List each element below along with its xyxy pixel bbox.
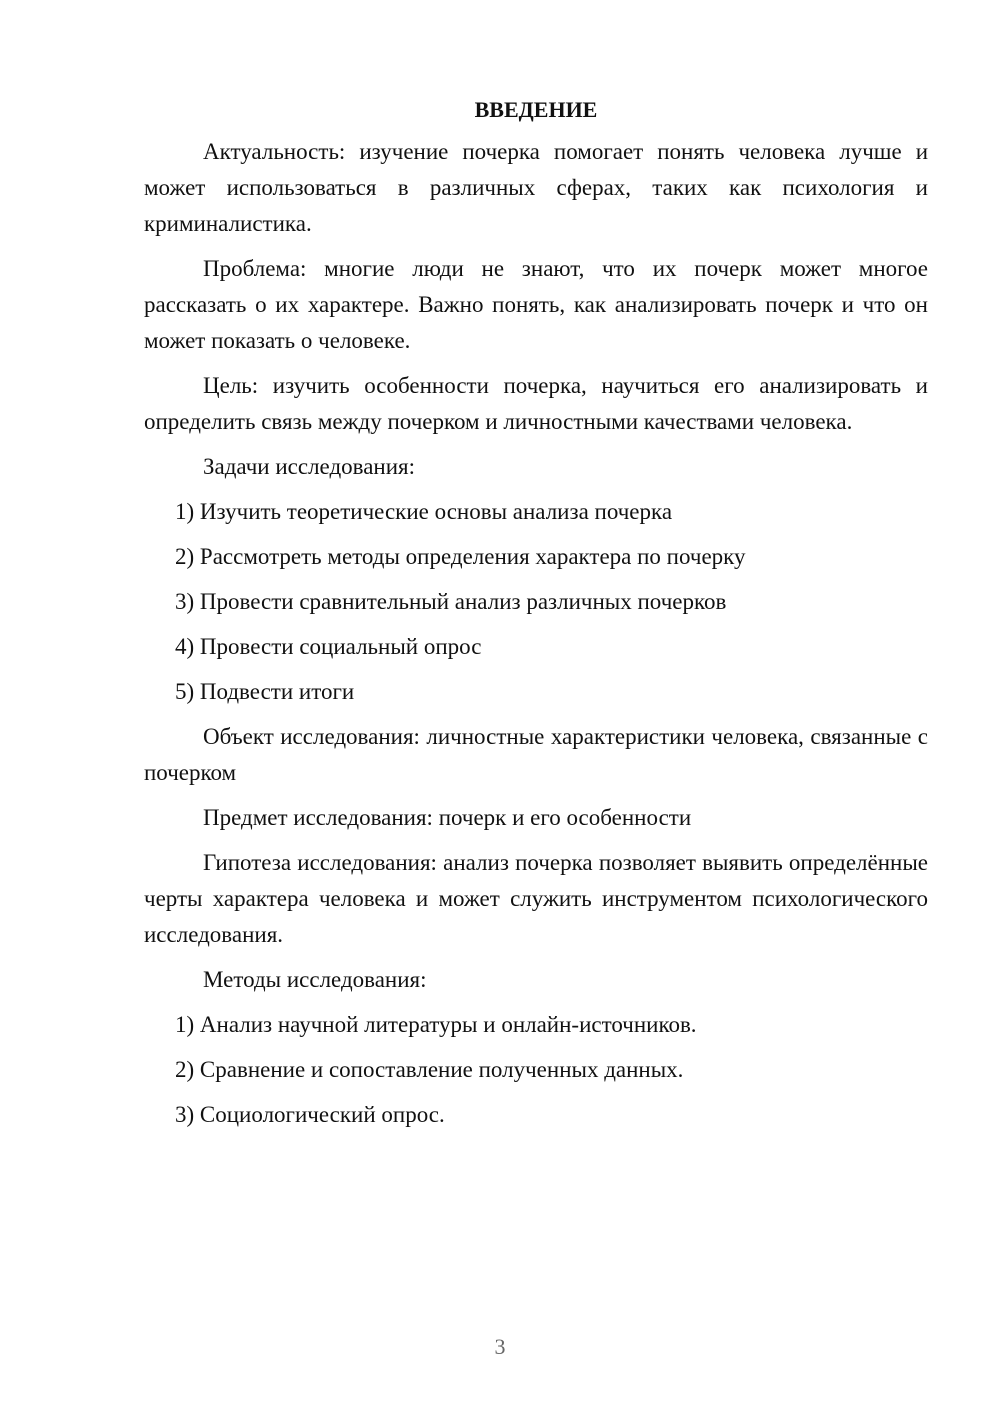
- methods-heading: Методы исследования:: [203, 967, 427, 992]
- method-item: 1) Анализ научной литературы и онлайн-источников.: [175, 1012, 697, 1037]
- task-item: 4) Провести социальный опрос: [175, 634, 482, 659]
- methods-list: [144, 1007, 928, 1133]
- tasks-heading: Задачи исследования:: [203, 454, 416, 479]
- relevance-paragraph: Актуальность: изучение почерка помогает понять человека лучше и может использоваться в различных сферах, таких как психология и криминалистика.: [144, 139, 928, 236]
- hypothesis-paragraph: Гипотеза исследования: анализ почерка позволяет выявить определённые черты характера человека и может служить инструментом психологического исследования.: [144, 850, 928, 947]
- task-item: 1) Изучить теоретические основы анализа почерка: [175, 499, 673, 524]
- goal-paragraph: Цель: изучить особенности почерка, научиться его анализировать и определить связь между почерком и личностными качествами человека.: [144, 373, 928, 434]
- task-item: 2) Рассмотреть методы определения характера по почерку: [175, 544, 746, 569]
- section-title: ВВЕДЕНИЕ: [474, 97, 598, 122]
- subject-paragraph: Предмет исследования: почерк и его особенности: [203, 805, 692, 830]
- tasks-list: [144, 494, 928, 710]
- method-item: 3) Социологический опрос.: [175, 1102, 445, 1127]
- task-item: 5) Подвести итоги: [175, 679, 355, 704]
- document-page: [144, 92, 928, 1142]
- method-item: 2) Сравнение и сопоставление полученных данных.: [175, 1057, 684, 1082]
- task-item: 3) Провести сравнительный анализ различных почерков: [175, 589, 727, 614]
- problem-paragraph: Проблема: многие люди не знают, что их почерк может многое рассказать о их характере. Важно понять, как анализировать почерк и что он может показать о человеке.: [144, 256, 928, 353]
- object-paragraph: Объект исследования: личностные характеристики человека, связанные с почерком: [144, 724, 928, 785]
- page-number: 3: [494, 1334, 506, 1359]
